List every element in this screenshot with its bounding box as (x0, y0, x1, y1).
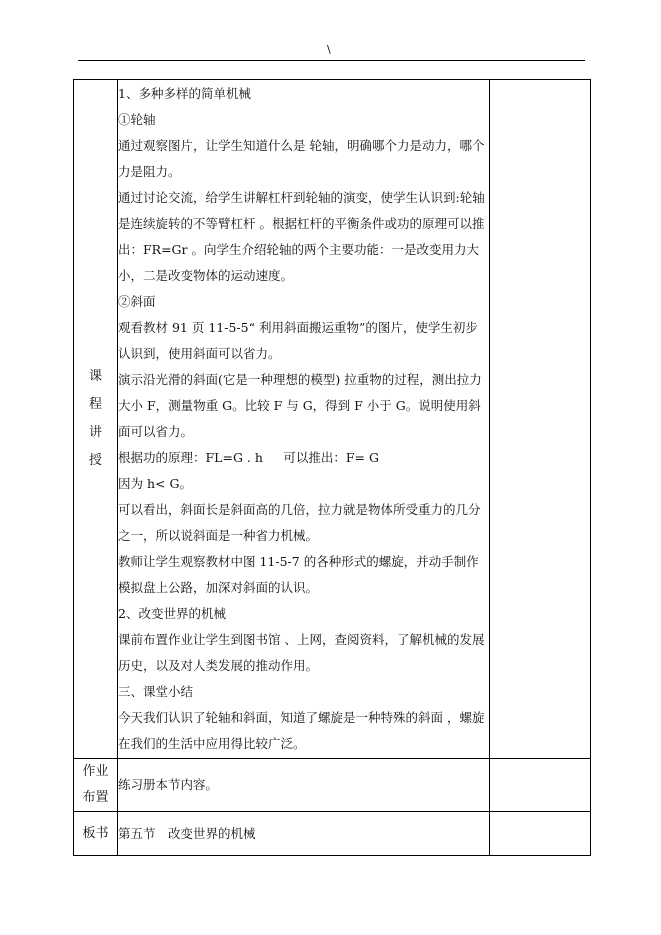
paragraph: 今天我们认识了轮轴和斜面，知道了螺旋是一种特殊的斜面 ，螺旋在我们的生活中应用得比较广泛。 (118, 710, 485, 751)
table-row-board (74, 812, 591, 856)
lecture-content-cell (118, 80, 490, 759)
homework-notes-cell (490, 759, 591, 812)
paragraph: 演示沿光滑的斜面(它是一种理想的模型) 拉重物的过程，测出拉力大小 F，测量物重 G。比较 F 与 G，得到 F 小于 G。说明使用斜面可以省力。 (118, 372, 482, 439)
subsection-heading: ②斜面 (118, 294, 156, 309)
homework-label-line: 布置 (82, 790, 109, 805)
lecture-label-cell (74, 80, 118, 759)
paragraph: 课前布置作业让学生到图书馆 、上网，查阅资料，了解机械的发展历史，以及对人类发展的推动作用。 (118, 632, 485, 673)
header-rule (78, 60, 585, 61)
lesson-plan-table (73, 79, 591, 856)
lecture-label-char: 程 (88, 397, 102, 412)
homework-label-cell (74, 759, 118, 812)
homework-content: 练习册本节内容。 (118, 759, 490, 812)
formula-line: 因为 h< G。 (118, 476, 192, 491)
paragraph: 通过讨论交流，给学生讲解杠杆到轮轴的演变，使学生认识到:轮轴是连续旋转的不等臂杠杆 。根据杠杆的平衡条件或功的原理可以推出：FR=Gr 。向学生介绍轮轴的两个主要功能：一是改变用力大小，二是改变物体的运动速度。 (118, 190, 485, 283)
paragraph: 教师让学生观察教材中图 11-5-7 的各种形式的螺旋，并动手制作模拟盘上公路，加深对斜面的认识。 (118, 554, 479, 595)
page-header-mark: \ (327, 43, 331, 56)
board-label: 板书 (82, 825, 109, 841)
board-content: 第五节 改变世界的机械 (118, 812, 490, 856)
section-heading: 2、改变世界的机械 (118, 606, 226, 621)
homework-label-line: 作业 (82, 764, 109, 779)
lecture-label-char: 课 (88, 369, 102, 384)
paragraph: 可以看出，斜面长是斜面高的几倍，拉力就是物体所受重力的几分之一，所以说斜面是一种省力机械。 (118, 502, 481, 543)
table-row-homework (74, 759, 591, 812)
lecture-notes-cell (490, 80, 591, 759)
subsection-heading: ①轮轴 (118, 112, 156, 127)
formula-line: 根据功的原理：FL=G . h 可以推出：F= G (118, 450, 379, 465)
board-label-cell (74, 812, 118, 856)
section-heading: 1、多种多样的简单机械 (118, 86, 251, 101)
lecture-label-char: 授 (88, 453, 102, 468)
lecture-label-char: 讲 (88, 425, 102, 440)
paragraph: 通过观察图片，让学生知道什么是 轮轴，明确哪个力是动力，哪个力是阻力。 (118, 138, 485, 179)
paragraph: 观看教材 91 页 11-5-5“ 利用斜面搬运重物”的图片，使学生初步认识到，使用斜面可以省力。 (118, 320, 478, 361)
table-row-lecture (74, 80, 591, 759)
section-heading: 三、课堂小结 (118, 684, 194, 699)
board-notes-cell (490, 812, 591, 856)
lecture-label (89, 363, 103, 475)
